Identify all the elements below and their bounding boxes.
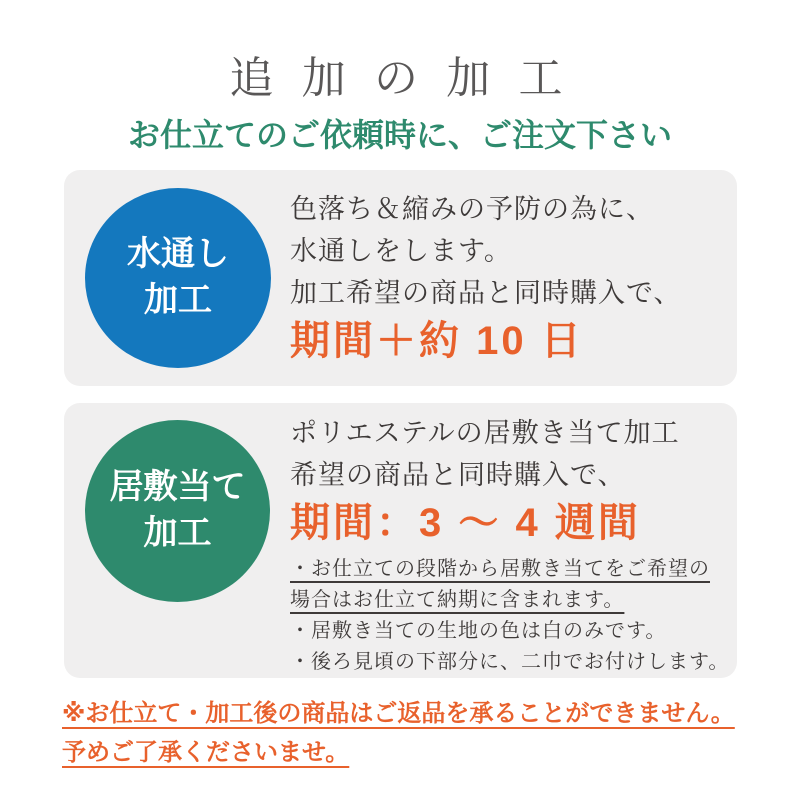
badge-label-line1: 水通し: [127, 235, 229, 274]
description-line: 加工希望の商品と同時購入で、: [290, 278, 682, 308]
notes-list: [290, 554, 729, 678]
footer-note-line: ※お仕立て・加工後の商品はご返品を承ることができません。: [62, 700, 735, 727]
card-ishikiate-content: [290, 412, 729, 678]
note-line: ・後ろ見頃の下部分に、二巾でお付けします。: [290, 651, 730, 673]
description-line: 希望の商品と同時購入で、: [290, 460, 626, 490]
duration-text: 期間：3 〜 4 週間: [290, 501, 641, 545]
duration-text: 期間＋約 10 日: [290, 319, 584, 363]
note-line: ・お仕立ての段階から居敷き当てをご希望の: [290, 558, 710, 580]
badge-label-line1: 居敷当て: [109, 468, 246, 507]
badge-label-line2: 加工: [144, 281, 212, 319]
footer-note-line: 予めご了承くださいませ。: [62, 739, 350, 766]
page-title: 追 加 の 加 工: [229, 54, 571, 103]
description-line: 水通しをします。: [290, 236, 512, 266]
badge-ishikiate-circle: [85, 420, 270, 602]
card-mizutoshi-content: [290, 188, 681, 366]
badge-mizutoshi-circle: [85, 188, 271, 368]
description-line: 色落ち＆縮みの予防の為に、: [290, 194, 654, 224]
badge-label-line2: 加工: [143, 514, 212, 552]
note-line: ・居敷き当ての生地の色は白のみです。: [290, 620, 667, 642]
note-line: 場合はお仕立て納期に含まれます。: [290, 589, 625, 611]
description-line: ポリエステルの居敷き当て加工: [290, 418, 680, 448]
page-subtitle: お仕立てのご依頼時に、ご注文下さい: [127, 117, 672, 153]
return-policy-note: [62, 694, 752, 772]
